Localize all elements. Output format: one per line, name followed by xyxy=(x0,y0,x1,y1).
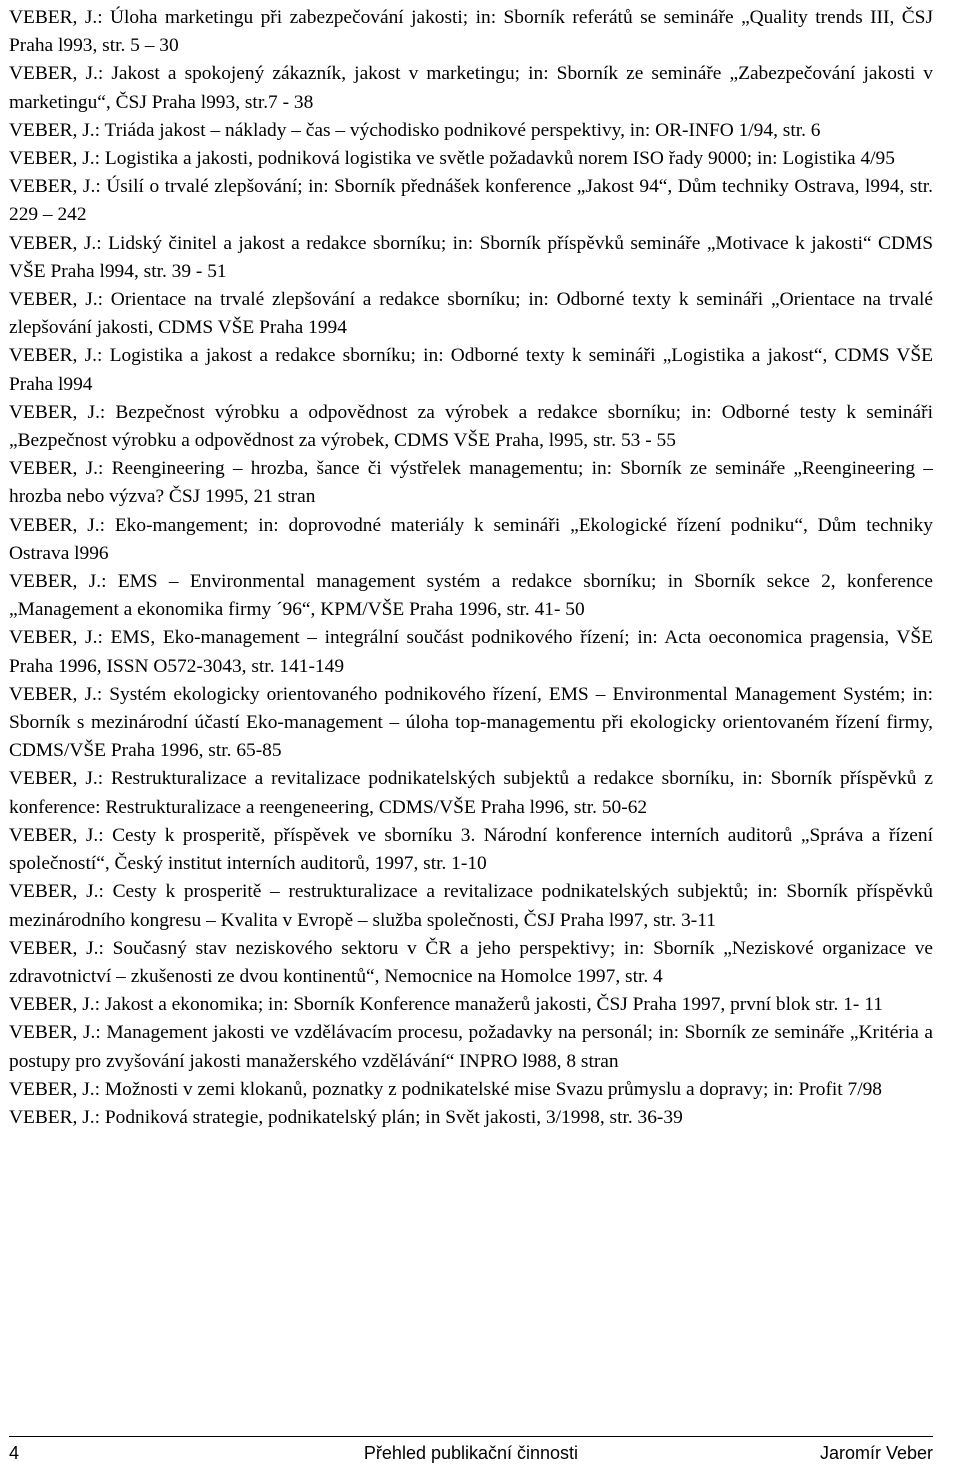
bibliography-entry: VEBER, J.: Reengineering – hrozba, šance či výstřelek managementu; in: Sborník ze semináře „Reengineering – hrozba nebo výzva? ČSJ 1995, 21 stran xyxy=(9,458,933,508)
bibliography-entry: VEBER, J.: Úloha marketingu při zabezpečování jakosti; in: Sborník referátů se semináře „Quality trends III, ČSJ Praha l993, str. 5 – 30 xyxy=(9,7,933,57)
bibliography-entry: VEBER, J.: Jakost a spokojený zákazník, jakost v marketingu; in: Sborník ze semináře „Zabezpečování jakosti v marketingu“, ČSJ Praha l993, str.7 - 38 xyxy=(9,63,933,113)
bibliography-entry: VEBER, J.: Restrukturalizace a revitalizace podnikatelských subjektů a redakce sborníku, in: Sborník příspěvků z konference: Restrukturalizace a reengeneering, CDMS/VŠE Praha l996, str. 50-62 xyxy=(9,768,933,818)
page-number: 4 xyxy=(9,1443,20,1463)
footer-author: Jaromír Veber xyxy=(819,1443,933,1463)
bibliography-entry: VEBER, J.: Podniková strategie, podnikatelský plán; in Svět jakosti, 3/1998, str. 36-39 xyxy=(9,1106,683,1128)
bibliography-entry: VEBER, J.: Lidský činitel a jakost a redakce sborníku; in: Sborník příspěvků semináře „Motivace k jakosti“ CDMS VŠE Praha l994, str. 39 - 51 xyxy=(9,232,933,282)
bibliography-entry: VEBER, J.: Možnosti v zemi klokanů, poznatky z podnikatelské mise Svazu průmyslu a dopravy; in: Profit 7/98 xyxy=(9,1078,882,1100)
bibliography-entry: VEBER, J.: Logistika a jakost a redakce sborníku; in: Odborné texty k semináři „Logistika a jakost“, CDMS VŠE Praha l994 xyxy=(9,345,933,395)
footer-divider xyxy=(9,1436,933,1437)
bibliography-entry: VEBER, J.: Logistika a jakosti, podniková logistika ve světle požadavků norem ISO řady 9000; in: Logistika 4/95 xyxy=(9,148,895,170)
bibliography-entry: VEBER, J.: Jakost a ekonomika; in: Sborník Konference manažerů jakosti, ČSJ Praha 1997, první blok str. 1- 11 xyxy=(9,994,883,1016)
page-footer xyxy=(9,1440,933,1466)
bibliography-entry: VEBER, J.: Eko-mangement; in: doprovodné materiály k semináři „Ekologické řízení podniku“, Dům techniky Ostrava l996 xyxy=(9,514,933,564)
footer-title: Přehled publikační činnosti xyxy=(363,1443,579,1463)
bibliography-entry: VEBER, J.: Cesty k prosperitě, příspěvek ve sborníku 3. Národní konference interních auditorů „Správa a řízení společností“, Český institut interních auditorů, 1997, str. 1-10 xyxy=(9,824,933,875)
bibliography-list xyxy=(9,4,933,1132)
bibliography-entry: VEBER, J.: Orientace na trvalé zlepšování a redakce sborníku; in: Odborné texty k semináři „Orientace na trvalé zlepšování jakosti, CDMS VŠE Praha 1994 xyxy=(9,289,933,339)
bibliography-entry: VEBER, J.: Management jakosti ve vzdělávacím procesu, požadavky na personál; in: Sborník ze semináře „Kritéria a postupy pro zvyšování jakosti manažerského vzdělávání“ INPRO l988, 8 stran xyxy=(9,1022,933,1072)
bibliography-entry: VEBER, J.: Současný stav neziskového sektoru v ČR a jeho perspektivy; in: Sborník „Neziskové organizace ve zdravotnictví – zkušenosti ze dvou kontinentů“, Nemocnice na Homolce 1997, str. 4 xyxy=(9,937,933,987)
bibliography-entry: VEBER, J.: EMS – Environmental management systém a redakce sborníku; in Sborník sekce 2, konference „Management a ekonomika firmy ´96“, KPM/VŠE Praha 1996, str. 41- 50 xyxy=(9,571,933,621)
bibliography-entry: VEBER, J.: Triáda jakost – náklady – čas – východisko podnikové perspektivy, in: OR-INFO 1/94, str. 6 xyxy=(9,119,821,141)
bibliography-entry: VEBER, J.: Úsilí o trvalé zlepšování; in: Sborník přednášek konference „Jakost 94“, Dům techniky Ostrava, l994, str. 229 – 242 xyxy=(9,176,933,226)
bibliography-entry: VEBER, J.: Systém ekologicky orientovaného podnikového řízení, EMS – Environmental Management Systém; in: Sborník s mezinárodní účastí Eko-management – úloha top-managementu při ekologicky orientovaném řízení firmy, CDMS/VŠE Praha 1996, str. 65-85 xyxy=(9,683,933,762)
bibliography-entry: VEBER, J.: Bezpečnost výrobku a odpovědnost za výrobek a redakce sborníku; in: Odborné testy k semináři „Bezpečnost výrobku a odpovědnost za výrobek, CDMS VŠE Praha, l995, str. 53 - 55 xyxy=(9,401,933,452)
bibliography-entry: VEBER, J.: EMS, Eko-management – integrální součást podnikového řízení; in: Acta oeconomica pragensia, VŠE Praha 1996, ISSN O572-3043, str. 141-149 xyxy=(9,627,933,677)
bibliography-entry: VEBER, J.: Cesty k prosperitě – restrukturalizace a revitalizace podnikatelských subjektů; in: Sborník příspěvků mezinárodního kongresu – Kvalita v Evropě – služba společnosti, ČSJ Praha l997, str. 3-11 xyxy=(9,881,933,931)
